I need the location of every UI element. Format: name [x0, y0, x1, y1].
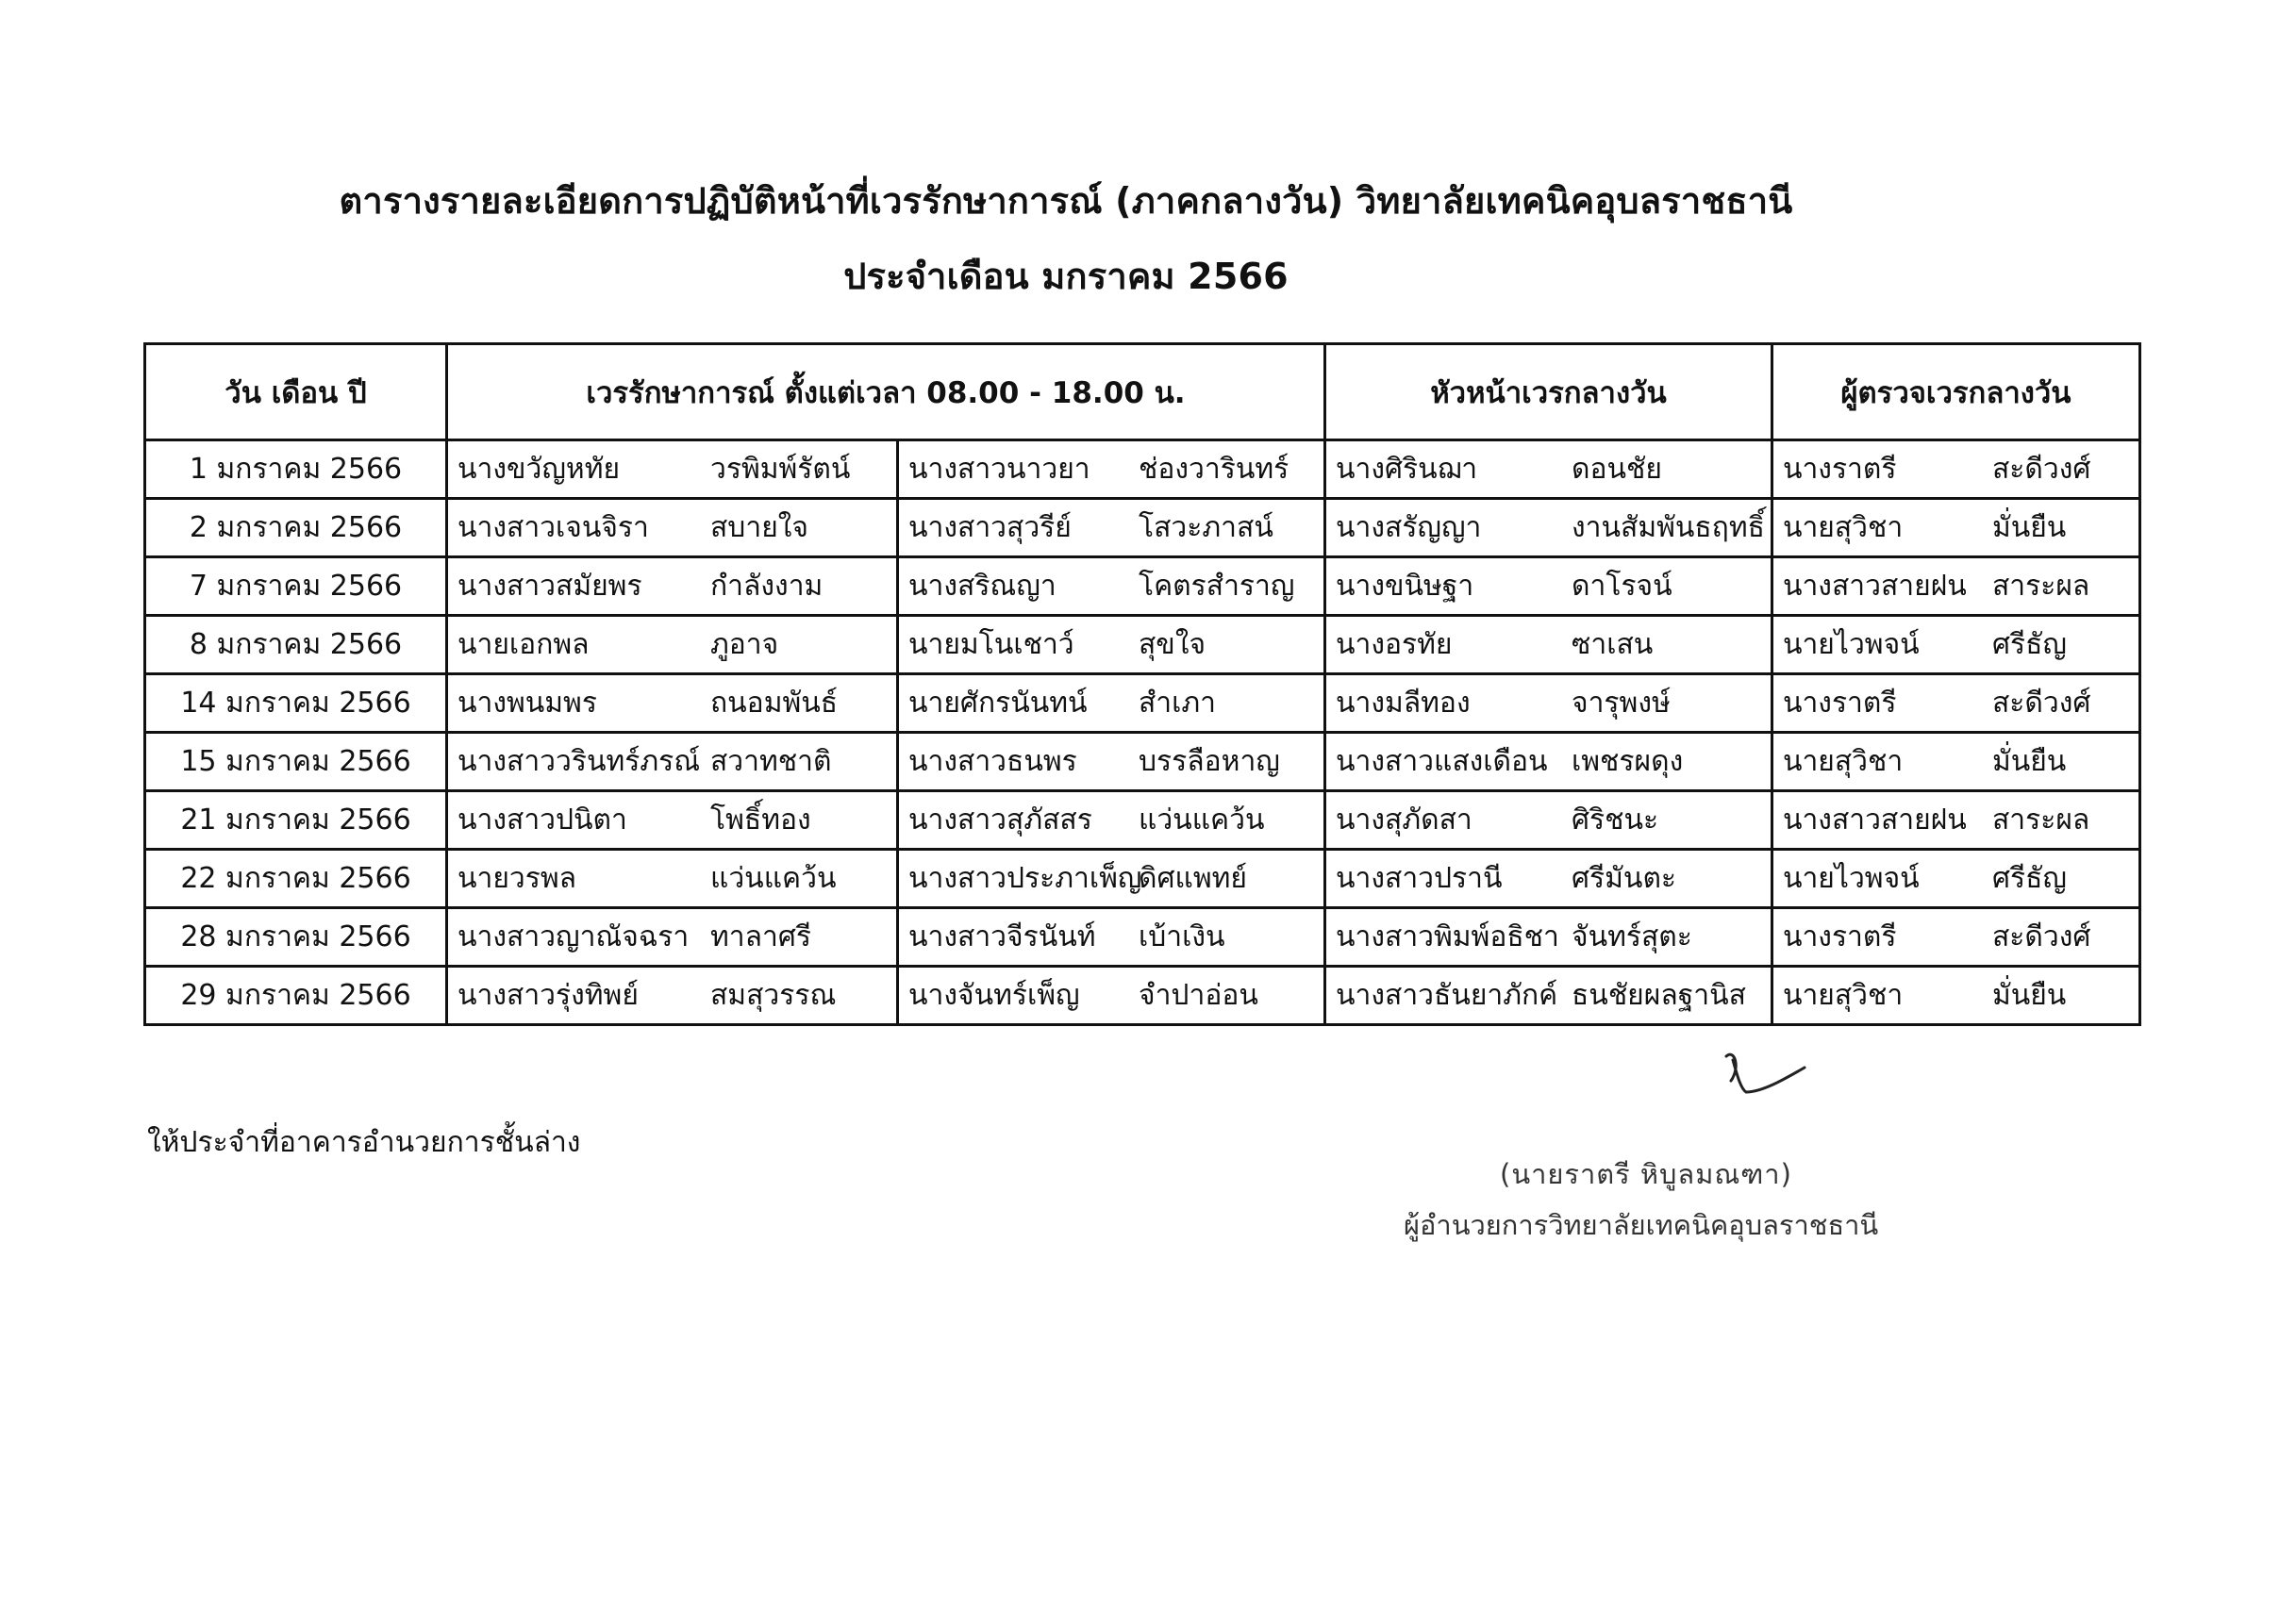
signatory-position: ผู้อำนวยการวิทยาลัยเทคนิคอุบลราชธานี [1404, 1209, 1879, 1241]
guard-2-cell [898, 967, 1325, 1025]
table-header-row [145, 344, 2140, 440]
guard-1-last-name: สมสุวรรณ [710, 979, 837, 1012]
guard-2-first-name: นางสาวสุวรีย์ [908, 511, 1072, 544]
duty-inspector-cell [1772, 733, 2139, 791]
signature-mark [1722, 1047, 1816, 1103]
guard-1-cell [447, 791, 898, 850]
duty-head-cell [1325, 674, 1772, 733]
duty-inspector-cell [1772, 967, 2139, 1025]
duty-head-cell [1325, 557, 1772, 616]
guard-1-first-name: นางสาวเจนจิรา [458, 511, 649, 544]
guard-2-first-name: นางสริณญา [908, 570, 1056, 603]
guard-2-first-name: นางจันทร์เพ็ญ [908, 979, 1080, 1012]
guard-1-cell [447, 557, 898, 616]
duty-head-first-name: นางสุภัดสา [1336, 804, 1472, 837]
duty-head-first-name: นางมลีทอง [1336, 687, 1471, 720]
duty-inspector-last-name: มั่นยืน [1991, 745, 2067, 778]
duty-date: 14 มกราคม 2566 [145, 674, 447, 733]
table-row [145, 850, 2140, 908]
duty-date: 7 มกราคม 2566 [145, 557, 447, 616]
duty-head-first-name: นางสาวปรานี [1336, 862, 1503, 895]
guard-1-last-name: ทาลาศรี [710, 920, 812, 953]
duty-head-first-name: นางขนิษฐา [1336, 570, 1474, 603]
guard-2-last-name: โสวะภาสน์ [1139, 511, 1273, 544]
duty-head-cell [1325, 791, 1772, 850]
duty-inspector-cell [1772, 499, 2139, 557]
guard-2-first-name: นางสาวธนพร [908, 745, 1077, 778]
duty-head-first-name: นางศิรินฌา [1336, 453, 1478, 486]
guard-1-last-name: ภูอาจ [710, 628, 779, 661]
guard-2-last-name: จำปาอ่อน [1139, 979, 1258, 1012]
guard-1-cell [447, 499, 898, 557]
duty-date: 29 มกราคม 2566 [145, 967, 447, 1025]
guard-2-last-name: ดิศแพทย์ [1139, 862, 1247, 895]
guard-1-first-name: นางขวัญหทัย [458, 453, 621, 486]
duty-head-cell [1325, 967, 1772, 1025]
guard-2-first-name: นางสาวนาวยา [908, 453, 1090, 486]
duty-head-last-name: ดอนชัย [1572, 453, 1662, 486]
duty-roster-table [143, 342, 2141, 1026]
document-subtitle: ประจำเดือน มกราคม 2566 [843, 256, 1289, 297]
duty-date: 15 มกราคม 2566 [145, 733, 447, 791]
table-row [145, 499, 2140, 557]
guard-1-last-name: กำลังงาม [710, 570, 824, 603]
guard-1-cell [447, 674, 898, 733]
guard-2-cell [898, 733, 1325, 791]
duty-head-last-name: จันทร์สุตะ [1572, 920, 1692, 953]
guard-2-cell [898, 499, 1325, 557]
duty-head-cell [1325, 616, 1772, 674]
guard-1-first-name: นางสาวปนิตา [458, 804, 627, 837]
duty-inspector-last-name: สะดีวงศ์ [1991, 920, 2091, 953]
duty-date: 21 มกราคม 2566 [145, 791, 447, 850]
duty-head-last-name: จารุพงษ์ [1572, 687, 1671, 720]
document-title: ตารางรายละเอียดการปฏิบัติหน้าที่เวรรักษาการณ์ (ภาคกลางวัน) วิทยาลัยเทคนิคอุบลราชธานี [339, 180, 1793, 222]
guard-1-cell [447, 967, 898, 1025]
duty-inspector-cell [1772, 557, 2139, 616]
duty-inspector-last-name: มั่นยืน [1991, 511, 2067, 544]
duty-inspector-last-name: สะดีวงศ์ [1991, 453, 2091, 486]
header-inspector: ผู้ตรวจเวรกลางวัน [1772, 344, 2139, 440]
guard-1-first-name: นายเอกพล [458, 628, 590, 661]
duty-inspector-last-name: สาระผล [1991, 804, 2090, 837]
signatory-name: (นายราตรี หิบูลมณฑา) [1500, 1158, 1792, 1190]
duty-head-first-name: นางสาวพิมพ์อธิชา [1336, 920, 1559, 953]
guard-1-cell [447, 440, 898, 499]
guard-1-cell [447, 733, 898, 791]
duty-head-last-name: งานสัมพันธฤทธิ์ [1572, 511, 1765, 544]
duty-inspector-first-name: นางสาวสายฝน [1782, 804, 1967, 837]
duty-head-last-name: ศรีมันตะ [1572, 862, 1677, 895]
guard-2-cell [898, 616, 1325, 674]
duty-date: 8 มกราคม 2566 [145, 616, 447, 674]
table-row [145, 674, 2140, 733]
guard-1-last-name: ถนอมพันธ์ [710, 687, 839, 720]
duty-inspector-first-name: นางสาวสายฝน [1782, 570, 1967, 603]
duty-date: 2 มกราคม 2566 [145, 499, 447, 557]
guard-2-last-name: สำเภา [1139, 687, 1217, 720]
duty-head-cell [1325, 440, 1772, 499]
duty-date: 28 มกราคม 2566 [145, 908, 447, 967]
duty-inspector-last-name: สะดีวงศ์ [1991, 687, 2091, 720]
guard-2-last-name: โคตรสำราญ [1139, 570, 1295, 603]
guard-1-first-name: นางสาววรินทร์ภรณ์ [458, 745, 701, 778]
guard-2-cell [898, 557, 1325, 616]
guard-2-first-name: นางสาวจีรนันท์ [908, 920, 1096, 953]
table-row [145, 967, 2140, 1025]
guard-2-cell [898, 791, 1325, 850]
duty-head-cell [1325, 908, 1772, 967]
duty-inspector-first-name: นายไวพจน์ [1782, 628, 1920, 661]
guard-1-first-name: นางพนมพร [458, 687, 597, 720]
guard-1-first-name: นายวรพล [458, 862, 577, 895]
duty-inspector-cell [1772, 440, 2139, 499]
duty-head-last-name: ศิริชนะ [1572, 804, 1659, 837]
duty-inspector-first-name: นางราตรี [1782, 453, 1897, 486]
guard-1-last-name: โพธิ์ทอง [710, 804, 811, 837]
table-row [145, 557, 2140, 616]
duty-head-last-name: เพชรผดุง [1572, 745, 1684, 778]
duty-head-first-name: นางอรทัย [1336, 628, 1453, 661]
duty-inspector-cell [1772, 616, 2139, 674]
guard-2-first-name: นายศักรนันทน์ [908, 687, 1088, 720]
duty-head-last-name: ซาเสน [1572, 628, 1654, 661]
duty-head-first-name: นางสาวธันยาภักค์ [1336, 979, 1558, 1012]
footer-note: ให้ประจำที่อาคารอำนวยการชั้นล่าง [147, 1126, 581, 1159]
guard-2-first-name: นายมโนเชาว์ [908, 628, 1074, 661]
guard-2-last-name: แว่นแคว้น [1139, 804, 1265, 837]
table-row [145, 733, 2140, 791]
table-row [145, 908, 2140, 967]
duty-inspector-first-name: นายสุวิชา [1782, 511, 1904, 544]
guard-1-last-name: สบายใจ [710, 511, 809, 544]
header-date: วัน เดือน ปี [145, 344, 447, 440]
duty-date: 22 มกราคม 2566 [145, 850, 447, 908]
guard-1-cell [447, 616, 898, 674]
duty-head-last-name: ธนชัยผลฐานิส [1572, 979, 1746, 1012]
guard-2-cell [898, 908, 1325, 967]
guard-1-last-name: วรพิมพ์รัตน์ [710, 453, 851, 486]
duty-head-first-name: นางสรัญญา [1336, 511, 1482, 544]
duty-inspector-last-name: สาระผล [1991, 570, 2090, 603]
duty-inspector-first-name: นายสุวิชา [1782, 745, 1904, 778]
guard-1-last-name: สวาทชาติ [710, 745, 832, 778]
guard-2-cell [898, 674, 1325, 733]
guard-1-cell [447, 850, 898, 908]
duty-inspector-last-name: มั่นยืน [1991, 979, 2067, 1012]
duty-head-last-name: ดาโรจน์ [1572, 570, 1672, 603]
header-head: หัวหน้าเวรกลางวัน [1325, 344, 1772, 440]
header-guard: เวรรักษาการณ์ ตั้งแต่เวลา 08.00 - 18.00 น. [447, 344, 1325, 440]
table-row [145, 440, 2140, 499]
duty-head-cell [1325, 850, 1772, 908]
guard-1-first-name: นางสาวญาณัจฉรา [458, 920, 690, 953]
duty-head-first-name: นางสาวแสงเดือน [1336, 745, 1548, 778]
duty-inspector-last-name: ศรีธัญ [1991, 862, 2067, 895]
duty-inspector-cell [1772, 908, 2139, 967]
guard-2-last-name: เบ้าเงิน [1139, 920, 1225, 953]
duty-inspector-first-name: นางราตรี [1782, 687, 1897, 720]
guard-1-first-name: นางสาวสมัยพร [458, 570, 642, 603]
duty-inspector-cell [1772, 674, 2139, 733]
guard-1-last-name: แว่นแคว้น [710, 862, 837, 895]
table-row [145, 791, 2140, 850]
guard-2-last-name: บรรลือหาญ [1139, 745, 1280, 778]
guard-2-cell [898, 440, 1325, 499]
guard-2-first-name: นางสาวประภาเพ็ญ [908, 862, 1142, 895]
guard-1-first-name: นางสาวรุ่งทิพย์ [458, 979, 639, 1012]
duty-inspector-first-name: นางราตรี [1782, 920, 1897, 953]
duty-head-cell [1325, 499, 1772, 557]
guard-2-last-name: ช่องวารินทร์ [1139, 453, 1289, 486]
guard-2-last-name: สุขใจ [1139, 628, 1206, 661]
duty-date: 1 มกราคม 2566 [145, 440, 447, 499]
guard-2-first-name: นางสาวสุภัสสร [908, 804, 1092, 837]
table-body [145, 440, 2140, 1025]
guard-2-cell [898, 850, 1325, 908]
duty-inspector-cell [1772, 850, 2139, 908]
table-row [145, 616, 2140, 674]
duty-inspector-first-name: นายสุวิชา [1782, 979, 1904, 1012]
guard-1-cell [447, 908, 898, 967]
duty-inspector-last-name: ศรีธัญ [1991, 628, 2067, 661]
duty-inspector-first-name: นายไวพจน์ [1782, 862, 1920, 895]
duty-inspector-cell [1772, 791, 2139, 850]
duty-head-cell [1325, 733, 1772, 791]
